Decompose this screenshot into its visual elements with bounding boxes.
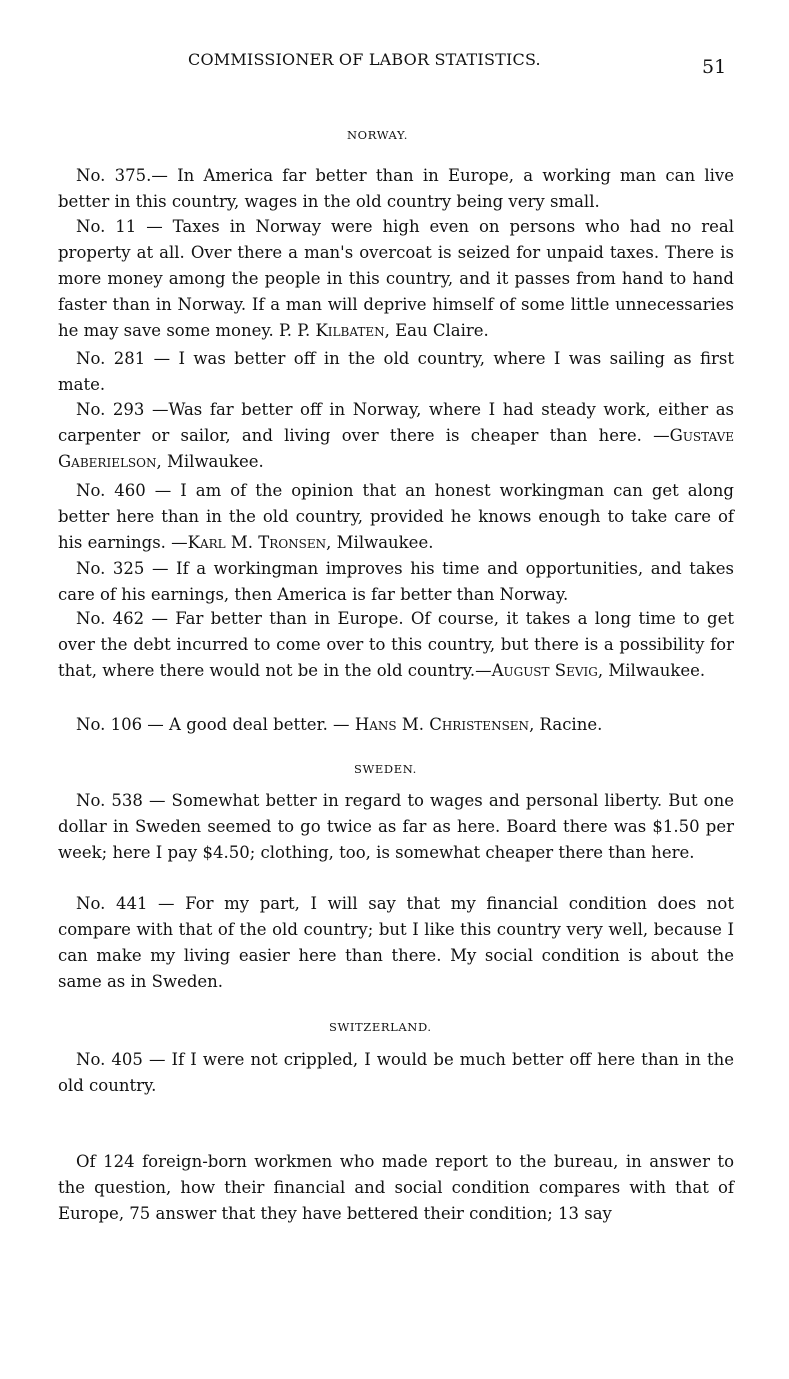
section-heading-sweden: SWEDEN.	[354, 762, 417, 776]
entry-106: No. 106 — A good deal better. — Hans M. Christensen, Racine.	[76, 715, 603, 734]
entry-11: No. 11 — Taxes in Norway were high even on persons who had no real property at all. Over there a man's overcoat is seized for unpaid taxes. There is more money among the people in this country, and it passes from hand to hand faster than in Norway. If a man will deprive himself of some little unnecessaries he may save some money. P. P. Kilbaten, Eau Claire.	[58, 217, 734, 340]
entry-538: No. 538 — Somewhat better in regard to wages and personal liberty. But one dollar in Sweden seemed to go twice as far as here. Board there was $1.50 per week; here I pay $4.50; clothing, too, is somewhat cheaper there than here.	[58, 791, 734, 862]
entry-293: No. 293 —Was far better off in Norway, where I had steady work, either as carpenter or sailor, and living over there is cheaper than here. —Gustave Gaberielson, Milwaukee.	[58, 400, 734, 471]
section-heading-switzerland: SWITZERLAND.	[329, 1020, 432, 1034]
entry-author: Hans M. Christensen	[354, 715, 530, 734]
entry-author: Gustave Gaberielson	[58, 425, 734, 471]
entry-460: No. 460 — I am of the opinion that an honest workingman can get along better here than in the old country, provided he knows enough to take care of his earnings. —Karl M. Tronsen, Milwaukee.	[58, 481, 734, 552]
running-title: COMMISSIONER OF LABOR STATISTICS.	[188, 50, 541, 69]
page-number: 51	[702, 56, 727, 78]
entry-author: August Sevig	[491, 660, 598, 680]
entry-375: No. 375.— In America far better than in Europe, a working man can live better in this country, wages in the old country being very small.	[58, 166, 734, 211]
entry-405: No. 405 — If I were not crippled, I would be much better off here than in the old country.	[58, 1050, 734, 1095]
section-heading-norway: NORWAY.	[347, 128, 408, 142]
entry-462: No. 462 — Far better than in Europe. Of course, it takes a long time to get over the debt incurred to come over to this country, but there is a possibility for that, where there would not be in the old country.—August Sevig, Milwaukee.	[58, 609, 734, 680]
entry-author: P. P. Kilbaten	[278, 320, 385, 340]
entry-441: No. 441 — For my part, I will say that my financial condition does not compare with that of the old country; but I like this country very well, because I can make my living easier here than there. My social condition is about the same as in Sweden.	[58, 894, 734, 991]
entry-325: No. 325 — If a workingman improves his time and opportunities, and takes care of his earnings, then America is far better than Norway.	[58, 559, 734, 604]
entry-281: No. 281 — I was better off in the old country, where I was sailing as first mate.	[58, 349, 734, 394]
entry-author: Karl M. Tronsen	[187, 532, 327, 552]
summary-paragraph: Of 124 foreign-born workmen who made report to the bureau, in answer to the question, how their financial and social condition compares with that of Europe, 75 answer that they have bettered their condition; 13 say	[58, 1152, 734, 1223]
